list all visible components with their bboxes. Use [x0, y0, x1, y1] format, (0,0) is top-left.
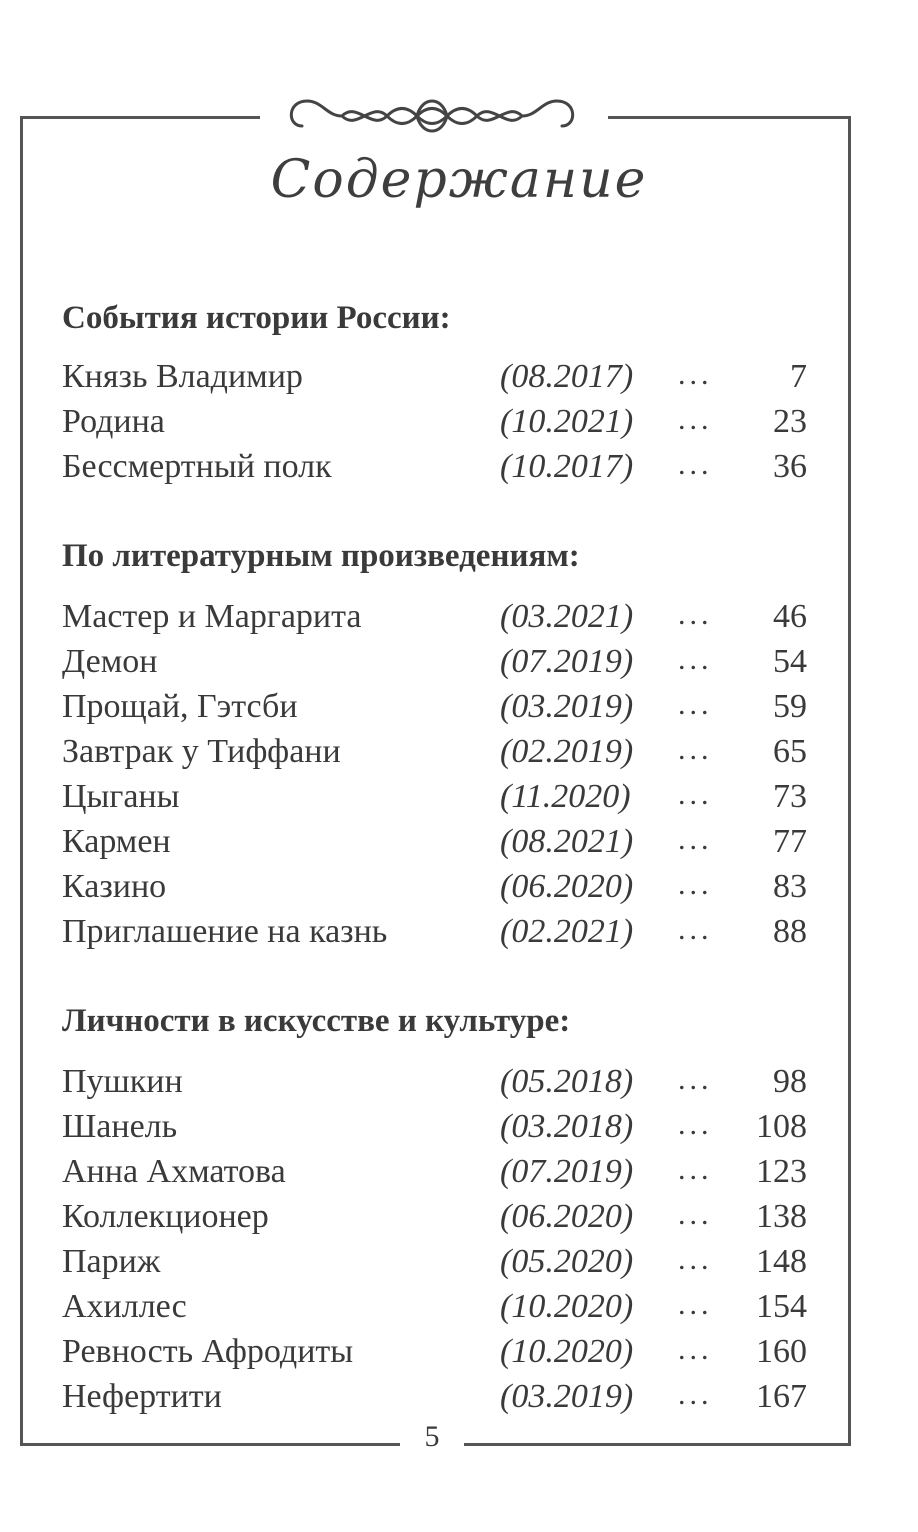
entry-leader: ... [678, 1198, 713, 1231]
entry-leader: ... [678, 913, 713, 946]
entry-page: 138 [756, 1198, 807, 1235]
toc-entry [62, 643, 807, 687]
entry-leader: ... [678, 1288, 713, 1321]
toc-entry [62, 1378, 807, 1422]
toc-entry [62, 1243, 807, 1287]
toc-entry [62, 403, 807, 447]
toc-entry [62, 358, 807, 402]
entry-name: Приглашение на казнь [62, 913, 388, 950]
toc-entry [62, 823, 807, 867]
toc-entry [62, 733, 807, 777]
entry-page: 160 [756, 1333, 807, 1370]
entry-name: Мастер и Маргарита [62, 598, 362, 635]
toc-entry [62, 448, 807, 492]
entry-name: Прощай, Гэтсби [62, 688, 298, 725]
entry-name: Кармен [62, 823, 171, 860]
entry-page: 167 [756, 1378, 807, 1415]
toc-entry [62, 868, 807, 912]
entry-date: (08.2021) [500, 823, 634, 860]
entry-leader: ... [678, 598, 713, 631]
entry-name: Демон [62, 643, 158, 680]
frame-top-left [20, 116, 260, 119]
toc-entry [62, 598, 807, 642]
section-title: События истории России: [62, 300, 451, 336]
entry-page: 65 [773, 733, 807, 770]
entry-leader: ... [678, 1243, 713, 1276]
entry-date: (07.2019) [500, 643, 634, 680]
entry-page: 46 [773, 598, 807, 635]
entry-name: Коллекционер [62, 1198, 269, 1235]
toc-entry [62, 1108, 807, 1152]
entry-page: 59 [773, 688, 807, 725]
entry-date: (10.2020) [500, 1333, 634, 1370]
frame-bottom-left [20, 1443, 400, 1446]
entry-page: 88 [773, 913, 807, 950]
entry-date: (11.2020) [500, 778, 631, 815]
frame-left [20, 116, 23, 1446]
entry-leader: ... [678, 733, 713, 766]
entry-leader: ... [678, 358, 713, 391]
scroll-ornament-icon [282, 86, 582, 146]
entry-page: 154 [756, 1288, 807, 1325]
entry-page: 123 [756, 1153, 807, 1190]
entry-date: (06.2020) [500, 1198, 634, 1235]
entry-name: Цыганы [62, 778, 180, 815]
entry-leader: ... [678, 448, 713, 481]
entry-date: (05.2020) [500, 1243, 634, 1280]
entry-leader: ... [678, 403, 713, 436]
entry-date: (07.2019) [500, 1153, 634, 1190]
entry-name: Нефертити [62, 1378, 222, 1415]
entry-date: (03.2019) [500, 688, 634, 725]
toc-entry [62, 1333, 807, 1377]
entry-name: Казино [62, 868, 167, 905]
toc-entry [62, 688, 807, 732]
entry-name: Родина [62, 403, 165, 440]
entry-date: (03.2021) [500, 598, 634, 635]
entry-leader: ... [678, 823, 713, 856]
entry-leader: ... [678, 1063, 713, 1096]
entry-date: (06.2020) [500, 868, 634, 905]
entry-name: Князь Владимир [62, 358, 303, 395]
entry-page: 77 [773, 823, 807, 860]
entry-date: (10.2020) [500, 1288, 634, 1325]
entry-name: Ахиллес [62, 1288, 187, 1325]
entry-leader: ... [678, 1108, 713, 1141]
entry-date: (10.2021) [500, 403, 634, 440]
entry-name: Ревность Афродиты [62, 1333, 354, 1370]
entry-date: (08.2017) [500, 358, 634, 395]
entry-name: Бессмертный полк [62, 448, 332, 485]
frame-right [848, 116, 851, 1446]
entry-name: Завтрак у Тиффани [62, 733, 341, 770]
toc-entry [62, 1153, 807, 1197]
entry-date: (10.2017) [500, 448, 634, 485]
entry-date: (05.2018) [500, 1063, 634, 1100]
entry-leader: ... [678, 688, 713, 721]
entry-page: 148 [756, 1243, 807, 1280]
frame-bottom-right [464, 1443, 851, 1446]
entry-leader: ... [678, 778, 713, 811]
entry-name: Пушкин [62, 1063, 183, 1100]
toc-entry [62, 778, 807, 822]
entry-leader: ... [678, 1153, 713, 1186]
entry-date: (03.2018) [500, 1108, 634, 1145]
entry-date: (02.2021) [500, 913, 634, 950]
page-number: 5 [424, 1420, 440, 1453]
entry-page: 108 [756, 1108, 807, 1145]
entry-leader: ... [678, 643, 713, 676]
entry-name: Анна Ахматова [62, 1153, 286, 1190]
entry-leader: ... [678, 1333, 713, 1366]
entry-page: 83 [773, 868, 807, 905]
entry-page: 7 [790, 358, 807, 395]
entry-leader: ... [678, 868, 713, 901]
entry-page: 54 [773, 643, 807, 680]
toc-entry [62, 913, 807, 957]
entry-date: (02.2019) [500, 733, 634, 770]
entry-page: 36 [773, 448, 807, 485]
frame-top-right [608, 116, 851, 119]
entry-name: Париж [62, 1243, 161, 1280]
entry-page: 23 [773, 403, 807, 440]
entry-name: Шанель [62, 1108, 178, 1145]
section-title: Личности в искусстве и культуре: [62, 1003, 571, 1039]
entry-page: 98 [773, 1063, 807, 1100]
section-title: По литературным произведениям: [62, 538, 580, 574]
toc-entry [62, 1198, 807, 1242]
entry-date: (03.2019) [500, 1378, 634, 1415]
toc-entry [62, 1288, 807, 1332]
entry-page: 73 [773, 778, 807, 815]
page-title: Содержание [270, 150, 648, 210]
toc-entry [62, 1063, 807, 1107]
entry-leader: ... [678, 1378, 713, 1411]
